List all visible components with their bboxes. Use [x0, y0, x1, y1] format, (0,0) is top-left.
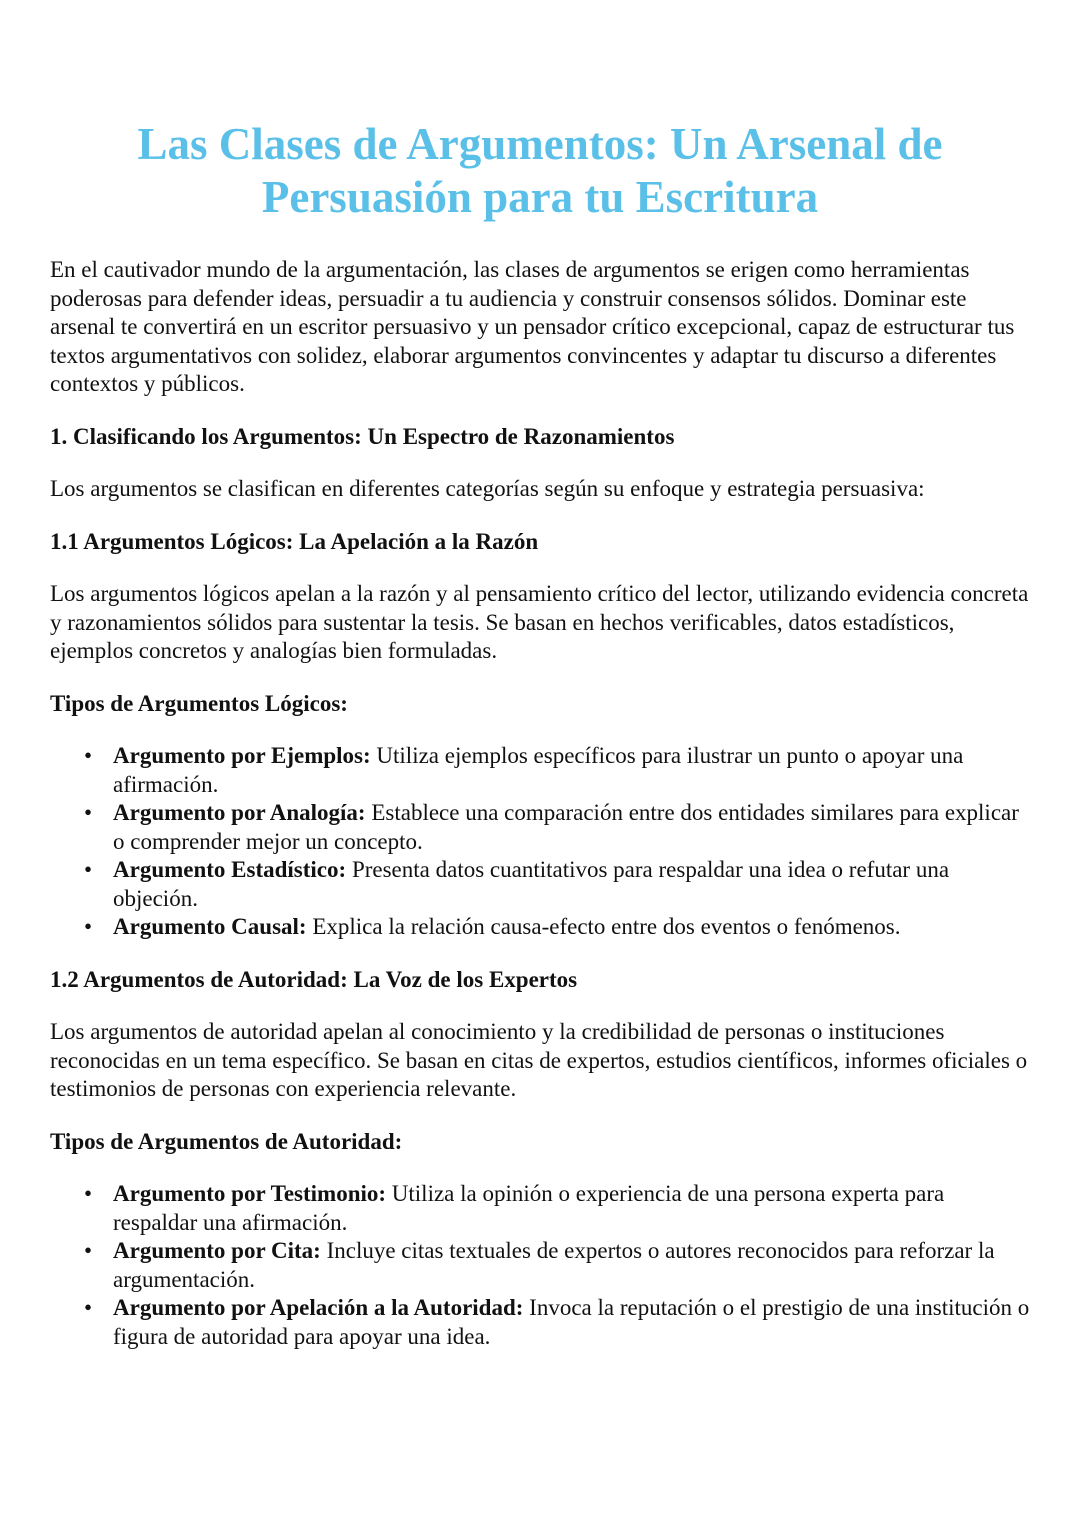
- subsection-1-1-heading-rest: La Apelación a la Razón: [293, 528, 539, 554]
- section-1-paragraph: Los argumentos se clasifican en diferentes categorías según su enfoque y estrategia persuasiva:: [50, 476, 925, 501]
- list-item-term: Argumento Estadístico:: [113, 857, 347, 882]
- list-item: [50, 856, 1030, 913]
- list-item-term: Argumento Causal:: [113, 914, 307, 939]
- section-1-heading: 1. Clasificando los Argumentos: Un Espectro de Razonamientos: [50, 423, 675, 449]
- title-line-1: Las Clases de Argumentos: Un Arsenal de: [137, 119, 943, 169]
- list-item-desc: Utiliza la opinión o experiencia de una persona experta para respaldar una afirmación.: [113, 1181, 945, 1235]
- list-item-term: Argumento por Testimonio:: [113, 1181, 387, 1206]
- subsection-1-1-paragraph: Los argumentos lógicos apelan a la razón y al pensamiento crítico del lector, utilizando evidencia concreta y razonamientos sólidos para sustentar la tesis. Se basan en hechos verificables, datos estadísticos, ejemplos concretos y analogías bien formuladas.: [50, 581, 1029, 663]
- logical-types-list: [50, 742, 1030, 942]
- subsection-1-2-heading: 1.2 Argumentos de Autoridad: La Voz de los Expertos: [50, 966, 578, 992]
- list-item-term: Argumento por Cita:: [113, 1238, 321, 1263]
- authority-types-list: [50, 1180, 1030, 1351]
- bullet-icon: •: [84, 1181, 93, 1206]
- list-item-desc: Establece una comparación entre dos entidades similares para explicar o comprender mejor un concepto.: [113, 800, 1019, 854]
- bullet-icon: •: [84, 857, 93, 882]
- logical-types-heading: Tipos de Argumentos Lógicos:: [50, 690, 348, 716]
- list-item-desc: Utiliza ejemplos específicos para ilustrar un punto o apoyar una afirmación.: [113, 743, 964, 797]
- list-item-term: Argumento por Apelación a la Autoridad:: [113, 1295, 524, 1320]
- list-item-desc: Incluye citas textuales de expertos o autores reconocidos para reforzar la argumentación.: [113, 1238, 995, 1292]
- list-item: [50, 1237, 1030, 1294]
- bullet-icon: •: [84, 914, 93, 939]
- subsection-1-2-paragraph: Los argumentos de autoridad apelan al conocimiento y la credibilidad de personas o instituciones reconocidas en un tema específico. Se basan en citas de expertos, estudios científicos, informes oficiales o testimonios de personas con experiencia relevante.: [50, 1019, 1028, 1101]
- list-item-term: Argumento por Analogía:: [113, 800, 366, 825]
- intro-paragraph: En el cautivador mundo de la argumentación, las clases de argumentos se erigen como herramientas poderosas para defender ideas, persuadir a tu audiencia y construir consensos sólidos. Dominar este arsenal te convertirá en un escritor persuasivo y un pensador crítico excepcional, capaz de estructurar tus textos argumentativos con solidez, elaborar argumentos convincentes y adaptar tu discurso a diferentes contextos y públicos.: [50, 257, 1015, 396]
- list-item: [50, 799, 1030, 856]
- list-item: [50, 742, 1030, 799]
- list-item: [50, 913, 1030, 942]
- list-item-desc: Invoca la reputación o el prestigio de una institución o figura de autoridad para apoyar una idea.: [113, 1295, 1030, 1349]
- title-line-2: Persuasión para tu Escritura: [261, 172, 819, 222]
- subsection-1-1-heading: [50, 528, 1030, 557]
- subsection-1-1-heading-bold: 1.1 Argumentos Lógicos:: [50, 528, 294, 554]
- list-item-term: Argumento por Ejemplos:: [113, 743, 371, 768]
- bullet-icon: •: [84, 800, 93, 825]
- list-item: [50, 1180, 1030, 1237]
- bullet-icon: •: [84, 1238, 93, 1263]
- document-title: [50, 0, 1030, 224]
- list-item: [50, 1294, 1030, 1351]
- bullet-icon: •: [84, 743, 93, 768]
- bullet-icon: •: [84, 1295, 93, 1320]
- authority-types-heading: Tipos de Argumentos de Autoridad:: [50, 1128, 403, 1154]
- list-item-desc: Presenta datos cuantitativos para respaldar una idea o refutar una objeción.: [113, 857, 950, 911]
- list-item-desc: Explica la relación causa-efecto entre dos eventos o fenómenos.: [306, 914, 901, 939]
